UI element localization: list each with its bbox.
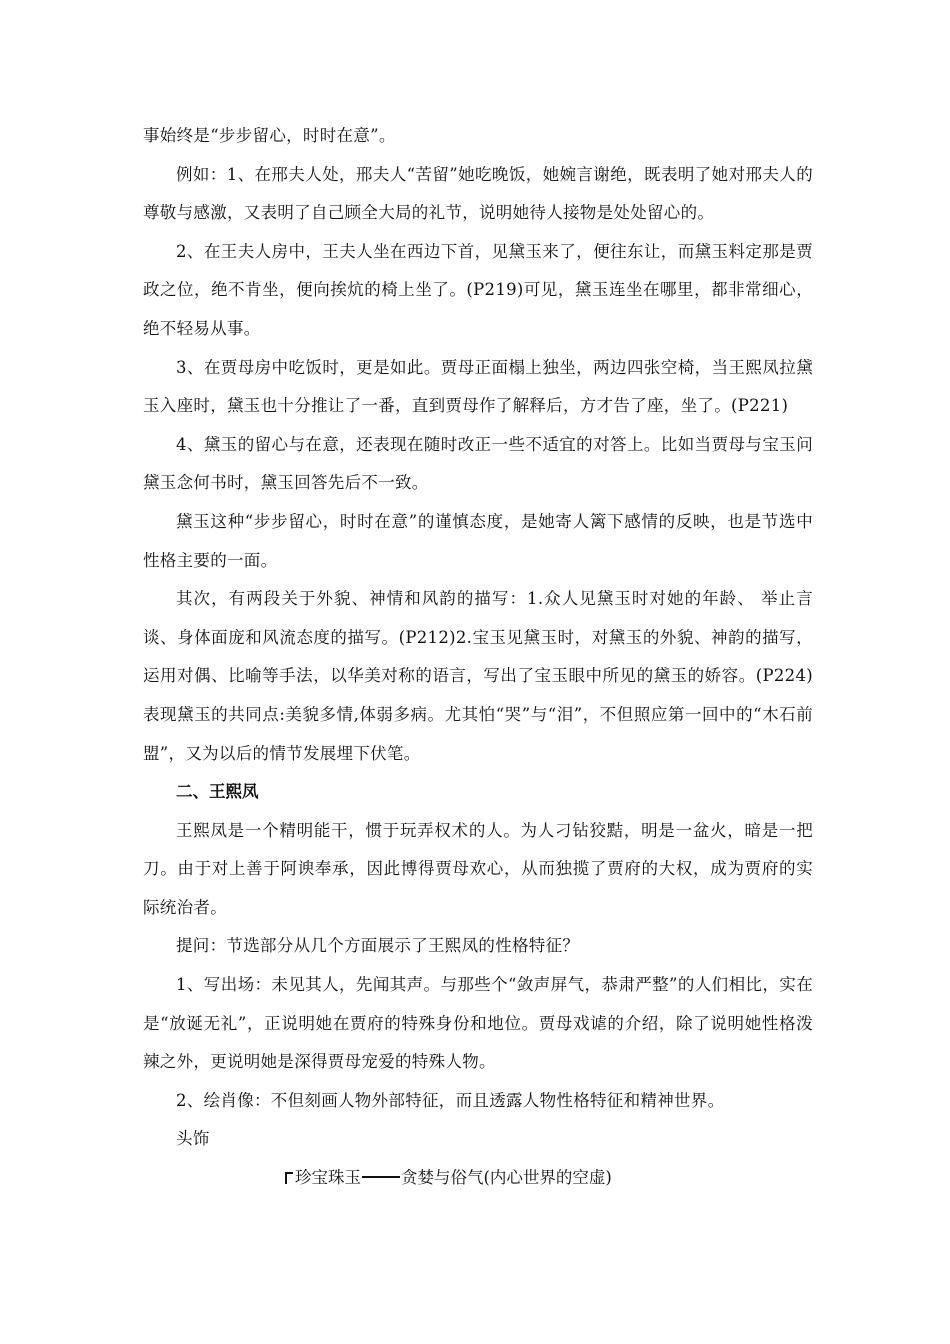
paragraph-example-2: 2、在王夫人房中，王夫人坐在西边下首，见黛玉来了，便往东让，而黛玉料定那是贾政之位，绝不肯坐，便向挨炕的椅上坐了。(P219)可见，黛玉连坐在哪里，都非常细心，绝不轻易从事。	[143, 241, 813, 338]
paragraph-entrance: 1、写出场：未见其人，先闻其声。与那些个“敛声屏气，恭肃严整”的人们相比，实在是“放诞无礼”，正说明她在贾府的特殊身份和地位。贾母戏谑的介绍，除了说明她性格泼辣之外，更说明她是深得贾母宠爱的特殊人物。	[143, 975, 813, 1072]
long-dash-icon	[362, 1176, 400, 1178]
paragraph-headwear: 头饰	[176, 1129, 210, 1149]
paragraph-portrait: 2、绘肖像：不但刻画人物外部特征，而且透露人物性格特征和精神世界。	[176, 1090, 725, 1110]
paragraph-wangxifeng-intro: 王熙凤是一个精明能干，惯于玩弄权术的人。为人刁钻狡黠，明是一盆火，暗是一把刀。由于对上善于阿谀奉承，因此博得贾母欢心，从而独揽了贾府的大权，成为贾府的实际统治者。	[143, 820, 813, 917]
diagram-item: 珍宝珠玉	[295, 1168, 361, 1188]
paragraph-question: 提问：节选部分从几个方面展示了王熙凤的性格特征？	[176, 936, 580, 956]
paragraph-appearance: 其次，有两段关于外貌、神情和风韵的描写：1.众人见黛玉时对她的年龄、 举止言谈、身体面庞和风流态度的描写。(P212)2.宝玉见黛玉时，对黛玉的外貌、神韵的描写，运用对偶、比喻等手法，以华美对称的语言，写出了宝玉眼中所见的黛玉的娇容。(P224)表现黛玉的共同点:美貌多情,体弱多病。尤其怕“哭”与“泪”，不但照应第一回中的“木石前盟”，又为以后的情节发展埋下伏笔。	[143, 589, 813, 763]
paragraph-example-4: 4、黛玉的留心与在意，还表现在随时改正一些不适宜的对答上。比如当贾母与宝玉问黛玉念何书时，黛玉回答先后不一致。	[143, 434, 813, 493]
section-heading: 二、王熙凤	[176, 782, 259, 802]
paragraph-continuation: 事始终是“步步留心，时时在意”。	[143, 126, 396, 145]
paragraph-example-1: 例如：1、在邢夫人处，邢夫人“苦留”她吃晚饭，她婉言谢绝，既表明了她对邢夫人的尊敬与感激，又表明了自己顾全大局的礼节，说明她待人接物是处处留心的。	[143, 164, 813, 223]
bracket-corner-icon	[285, 1172, 293, 1184]
paragraph-summary: 黛玉这种“步步留心，时时在意”的谨慎态度，是她寄人篱下感情的反映，也是节选中性格主要的一面。	[143, 511, 813, 570]
headwear-diagram-line	[143, 1159, 813, 1198]
paragraph-example-3: 3、在贾母房中吃饭时，更是如此。贾母正面榻上独坐，两边四张空椅，当王熙凤拉黛玉入座时，黛玉也十分推让了一番，直到贾母作了解释后，方才告了座，坐了。(P221)	[143, 357, 813, 416]
diagram-meaning: 贪婪与俗气(内心世界的空虚)	[401, 1168, 612, 1188]
document-body	[143, 117, 813, 1198]
